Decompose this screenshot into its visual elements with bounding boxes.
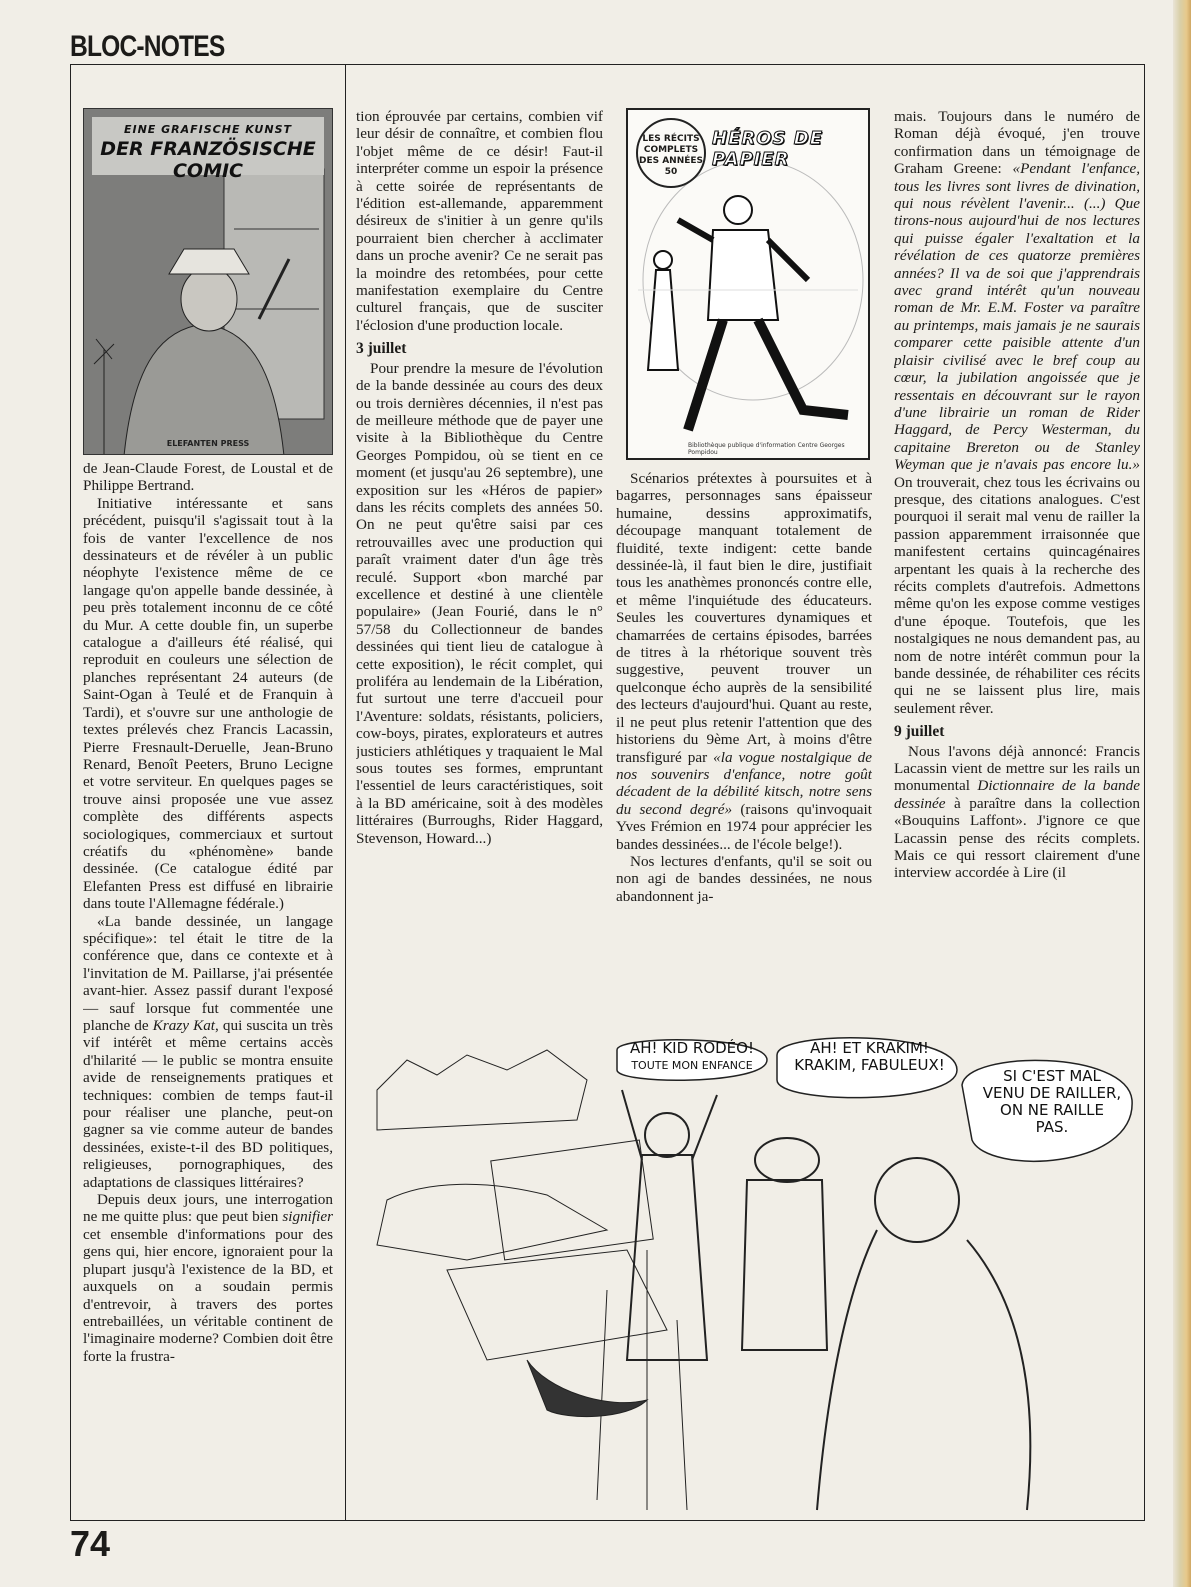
section-header: BLOC-NOTES	[70, 30, 225, 63]
cover-publisher: ELEFANTEN PRESS	[166, 439, 250, 448]
paragraph: de Jean-Claude Forest, de Loustal et de Philippe Bertrand.	[83, 460, 333, 495]
paragraph: tion éprouvée par certains, combien vif leur désir de connaître, et combien flou l'objet même de ce désir! Faut-il interpréter comme un espoir la présence à cette soirée de représentants de l'édition est-allemande, apparemment désireux de s'initier à un genre qu'ils pourraient bien chercher à acclimater dans un proche avenir? Ce ne serait pas la moindre des retombées, pour cette manifestation exemplaire du Centre culturel français, que de susciter l'éclosion d'une production locale.	[356, 108, 603, 334]
cartoon-illustration	[347, 1030, 1144, 1520]
cover-subtitle: EINE GRAFISCHE KUNST	[123, 123, 293, 136]
text-run: «La bande dessinée, un langage spécifique»: tel était le titre de la conférence que, dans ce contexte et à l'invitation de M. Paillarse, j'ai présentée avant-hier. Assez passif durant l'exposé — sauf lorsque fut commentée une planche de	[83, 912, 333, 1034]
column-2	[356, 108, 603, 998]
paragraph	[616, 470, 872, 853]
paragraph	[894, 108, 1140, 717]
speech-bubble-1	[622, 1040, 762, 1074]
column-1	[83, 460, 333, 1520]
text-italic: signifier	[282, 1208, 333, 1226]
poster-credit: Bibliothèque publique d'information Centre Georges Pompidou	[688, 442, 845, 456]
paragraph	[894, 743, 1140, 882]
text-run: cet ensemble d'informations pour des gens qui, hier encore, ignoraient pour la plupart jusqu'à l'existence de la BD, et auxquels on a soudain permis d'entrevoir, à travers des portes entrebaillées, un véritable continent de l'imaginaire moderne? Combien doit être forte la frustra-	[83, 1225, 333, 1365]
column-3	[616, 470, 872, 995]
bubble-text: AH! KID RODÉO!	[630, 1039, 754, 1057]
paragraph: Initiative intéressante et sans précédent, puisqu'il s'agissait tout à la fois de vanter l'excellence de nos dessinateurs et de révéler à un public néophyte l'existence même de ce langage qu'on appelle bande dessinée, à peu près totalement inconnu de ce côté du Mur. A cette double fin, un superbe catalogue a d'ailleurs été réalisé, qui reproduit en couleurs une sélection de planches représentant 24 auteurs (de Saint-Ogan à Teulé et de Franquin à Tardi), et s'ouvre sur une anthologie de textes prélevés chez Francis Lacassin, Pierre Fresnault-Deruelle, Jean-Bruno Renard, Benoît Peeters, Bruno Lecigne et votre serviteur. En quelques pages se trouve ainsi proposée une vue assez complète des différents aspects sociologiques, commerciaux et surtout créatifs du «phénomène» bande dessinée. (Ce catalogue édité par Elefanten Press est diffusé en librairie dans toute l'Allemagne fédérale.)	[83, 494, 333, 913]
text-run: (raisons qu'invoquait Yves Frémion en 1974 pour apprécier les bandes dessinées... de l'école belge!).	[616, 800, 872, 853]
text-italic: Dictionnaire de la bande dessinée	[894, 777, 1140, 812]
poster-title: HÉROS DE PAPIER	[712, 128, 823, 170]
text-run: à paraître dans la collection «Bouquins Laffont». J'ignore ce que Lacassin pense des récits complets. Mais ce qui ressort clairement d'une interview accordée à Lire (il	[894, 794, 1140, 882]
page-edge	[1173, 0, 1191, 1587]
text-run: On trouverait, chez tous les écrivains ou presque, des citations analogues. C'est pourquoi il serait mal venu de railler la passion apparemment irraisonnée que manifestent certains quincagénaires arpentant les quais à la recherche des récits complets d'autrefois. Admettons même qu'on les expose comme vestiges d'une époque. Toutefois, que les nostalgiques ne nous demandent pas, au nom de notre intérêt commun pour la bande dessinée, de réhabiliter ces récits qui ne se laissent plus lire, mais seulement rêver.	[894, 473, 1140, 717]
speech-bubble-2: AH! ET KRAKIM! KRAKIM, FABULEUX!	[794, 1039, 945, 1074]
catalogue-cover-image	[83, 108, 333, 455]
paragraph: Pour prendre la mesure de l'évolution de la bande dessinée au cours des deux ou trois dernières décennies, il n'est pas de meilleure méthode que de payer une visite à la Bibliothèque du Centre Georges Pompidou, où se tient en ce moment (et jusqu'au 26 septembre), une exposition sur les «Héros de papier» dans les récits complets des années 50. On ne peut qu'être saisi par ces retrouvailles avec une production qui paraît vraiment dater d'un âge très reculé. Support «bon marché par excellence et destiné à une clientèle populaire» (Jean Fourié, dans le n° 57/58 du Collectionneur de bandes dessinées qui tient lieu de catalogue à cette exposition), le récit complet, qui proliféra au lendemain de la Libération, fut surtout une terre d'accueil pour l'Aventure: soldats, résistants, policiers, cow-boys, pirates, explorateurs et autres justiciers athlétiques y traquaient le Mal sous toutes ses formes, empruntant l'essentiel de leurs caractéristiques, soit à la BD américaine, soit à des modèles littéraires (Burroughs, Rider Haggard, Stevenson, Howard...)	[356, 359, 603, 847]
bubble-text: TOUTE MON ENFANCE	[631, 1059, 753, 1072]
paragraph	[83, 1191, 333, 1365]
date-heading: 9 juillet	[894, 723, 945, 741]
paragraph	[83, 913, 333, 1192]
column-rule	[345, 64, 346, 1521]
text-run: , qui suscita un très vif intérêt et même certains accès d'hilarité — le public se montra ensuite avide de renseignements pratiques et techniques: combien de temps faut-il pour réaliser une planche, peut-on gagner sa vie comme auteur de bandes dessinées, existe-t-il des BD politiques, religieuses, pornographiques, des adaptations de classiques littéraires?	[83, 1017, 333, 1191]
exhibition-poster-image	[626, 108, 870, 460]
speech-bubble-3: SI C'EST MAL VENU DE RAILLER, ON NE RAILLE PAS.	[982, 1067, 1122, 1136]
poster-badge: LES RÉCITS COMPLETS DES ANNÉES 50	[636, 118, 706, 188]
cover-banner	[92, 117, 324, 182]
cover-title: DER FRANZÖSISCHE COMIC	[100, 138, 316, 182]
paragraph: Nos lectures d'enfants, qu'il se soit ou non agi de bandes dessinées, ne nous abandonnent ja-	[616, 852, 872, 905]
text-run: Nous l'avons déjà annoncé: Francis Lacassin vient de mettre sur les rails un monumental	[894, 742, 1140, 795]
column-4	[894, 108, 1140, 998]
text-run: Scénarios prétextes à poursuites et à bagarres, personnages sans épaisseur humaine, dessins approximatifs, découpage manquant totalement de fluidité, texte indigent: cette bande dessinée-là, il faut bien le dire, justifiait tous les anathèmes prononcés contre elle, et même l'inquiétude des éducateurs. Seules les couvertures dynamiques et chamarrées de certains épisodes, barrées de titres à la rhétorique souvent très suggestive, peuvent trouver un quelconque écho auprès de la sensibilité des lecteurs d'aujourd'hui. Quant au reste, il ne peut plus retenir l'attention que des historiens du 9ème Art, à moins d'être transfiguré par	[616, 470, 872, 766]
text-run: mais. Toujours dans le numéro de Roman déjà évoqué, j'en trouve confirmation dans un témoignage de Graham Greene:	[894, 108, 1140, 178]
text-italic: Krazy Kat	[152, 1017, 216, 1034]
date-heading: 3 juillet	[356, 340, 407, 358]
text-italic: «la vogue nostalgique de nos souvenirs d'enfance, notre goût décadent de la débilité kitsch, notre sens du second degré»	[616, 748, 872, 818]
text-run: Depuis deux jours, une interrogation ne me quitte plus: que peut bien	[83, 1191, 333, 1226]
text-italic: «Pendant l'enfance, tous les livres sont livres de divination, qui nous révèlent l'avenir... (...) Que tirons-nous aujourd'hui de nos lectures qui puisse égaler l'exaltation et la révélation de ces quatorze premières années? Il va de soi que j'apprendrais avec grand intérêt qu'un nouveau roman de Mr. E.M. Foster va paraître au printemps, mais jamais je ne saurais comparer cette paisible attente d'un plaisir civilisé avec le bref coup au cœur, la jubilation angoissée que je ressentais en découvrant sur le rayon d'une librairie un roman de Rider Haggard, de Percy Westerman, du capitaine Brereton ou de Stanley Weyman que je n'avais pas encore lu.»	[894, 160, 1140, 474]
page-number: 74	[70, 1523, 111, 1564]
